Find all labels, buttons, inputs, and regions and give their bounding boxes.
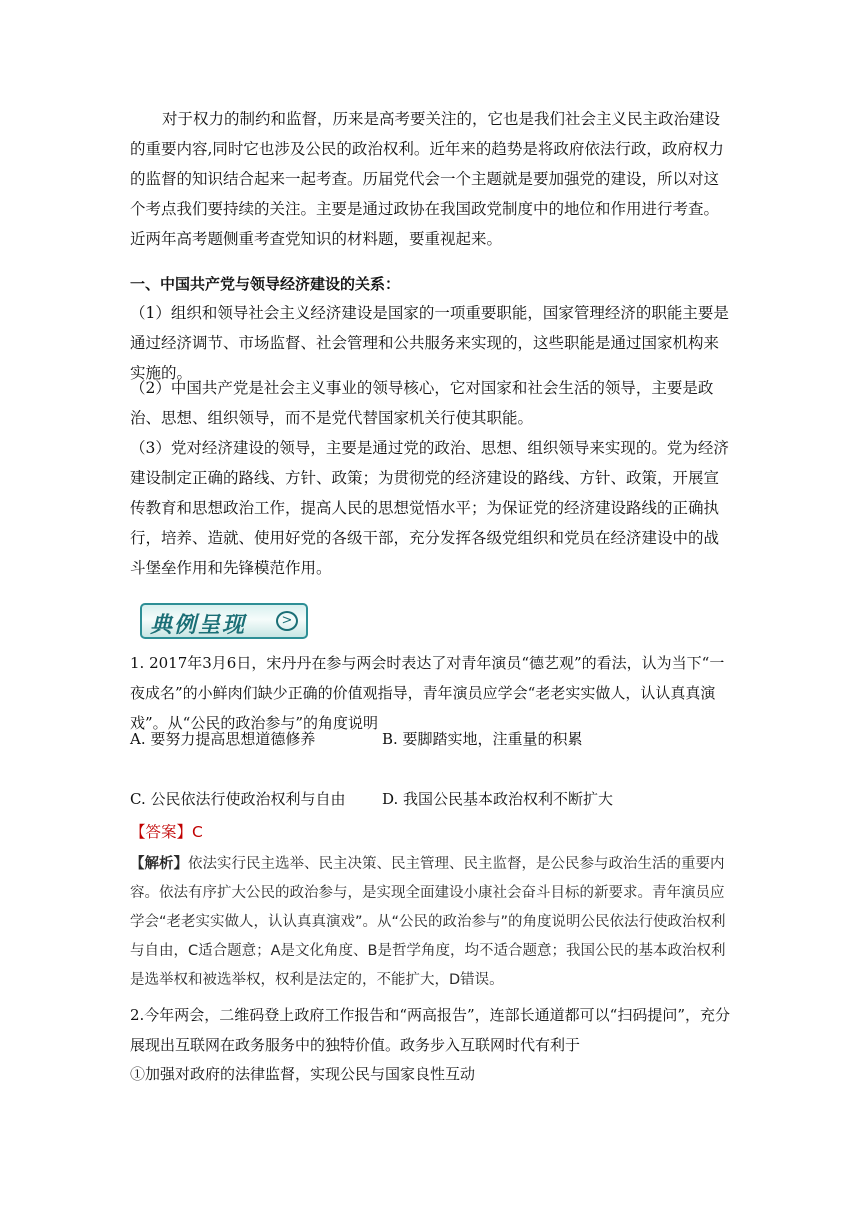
intro-paragraph: 对于权力的制约和监督，历来是高考要关注的，它也是我们社会主义民主政治建设的重要内容,同时它也涉及公民的政治权利。近年来的趋势是将政府依法行政，政府权力的监督的知识结合起来一起考查。历届党代会一个主题就是要加强党的建设，所以对这个考点我们要持续的关注。主要是通过政协在我国政党制度中的地位和作用进行考查。近两年高考题侧重考查党知识的材料题，要重视起来。: [130, 110, 724, 248]
option-b: B. 要脚踏实地，注重量的积累: [382, 730, 583, 748]
point-1-paragraph: （1）组织和领导社会主义经济建设是国家的一项重要职能，国家管理经济的职能主要是通过经济调节、市场监督、社会管理和公共服务来实现的，这些职能是通过国家机构来实施的。: [130, 304, 729, 382]
answer-tag: 【答案】: [130, 823, 193, 841]
point-3-paragraph: （3）党对经济建设的领导，主要是通过党的政治、思想、组织领导来实现的。党为经济建设制定正确的路线、方针、政策；为贯彻党的经济建设的路线、方针、政策，开展宣传教育和思想政治工作，提高人民的思想觉悟水平；为保证党的经济建设路线的正确执行，培养、造就、使用好党的各级干部，充分发挥各级党组织和党员在经济建设中的战斗堡垒作用和先锋模范作用。: [130, 439, 729, 577]
question-2-item-1: ①加强对政府的法律监督，实现公民与国家良性互动: [130, 1065, 476, 1083]
arrow-circle-icon: >: [276, 611, 298, 631]
option-d: D. 我国公民基本政治权利不断扩大: [382, 790, 614, 808]
answer-value: C: [192, 823, 203, 841]
option-a: A. 要努力提高思想道德修养: [130, 730, 316, 748]
typical-example-banner: [140, 603, 308, 639]
banner-title: 典例呈现: [150, 612, 247, 638]
option-c: C. 公民依法行使政治权利与自由: [130, 790, 346, 808]
question-2-stem: 2.今年两会，二维码登上政府工作报告和“两高报告”，连部长通道都可以“扫码提问”，充分展现出互联网在政务服务中的独特价值。政务步入互联网时代有利于: [130, 1006, 730, 1054]
point-2-paragraph: （2）中国共产党是社会主义事业的领导核心，它对国家和社会生活的领导，主要是政治、思想、组织领导，而不是党代替国家机关行使其职能。: [130, 379, 714, 427]
analysis-text: 依法实行民主选举、民主决策、民主管理、民主监督，是公民参与政治生活的重要内容。依法有序扩大公民的政治参与，是实现全面建设小康社会奋斗目标的新要求。青年演员应学会“老老实实做人，认认真真演戏”。从“公民的政治参与”的角度说明公民依法行使政治权利与自由，C适合题意；A是文化角度、B是哲学角度，均不适合题意；我国公民的基本政治权利是选举权和被选举权，权利是法定的，不能扩大，D错误。: [130, 856, 726, 988]
answer-line: [130, 820, 203, 844]
question-1-stem: 1. 2017年3月6日，宋丹丹在参与两会时表达了对青年演员“德艺观”的看法，认为当下“一夜成名”的小鲜肉们缺少正确的价值观指导，青年演员应学会“老老实实做人，认认真真演戏”。从“公民的政治参与”的角度说明: [130, 654, 725, 732]
analysis-tag: 【解析】: [130, 856, 188, 872]
analysis-paragraph: [130, 850, 730, 995]
section-heading: 一、中国共产党与领导经济建设的关系：: [130, 275, 401, 293]
